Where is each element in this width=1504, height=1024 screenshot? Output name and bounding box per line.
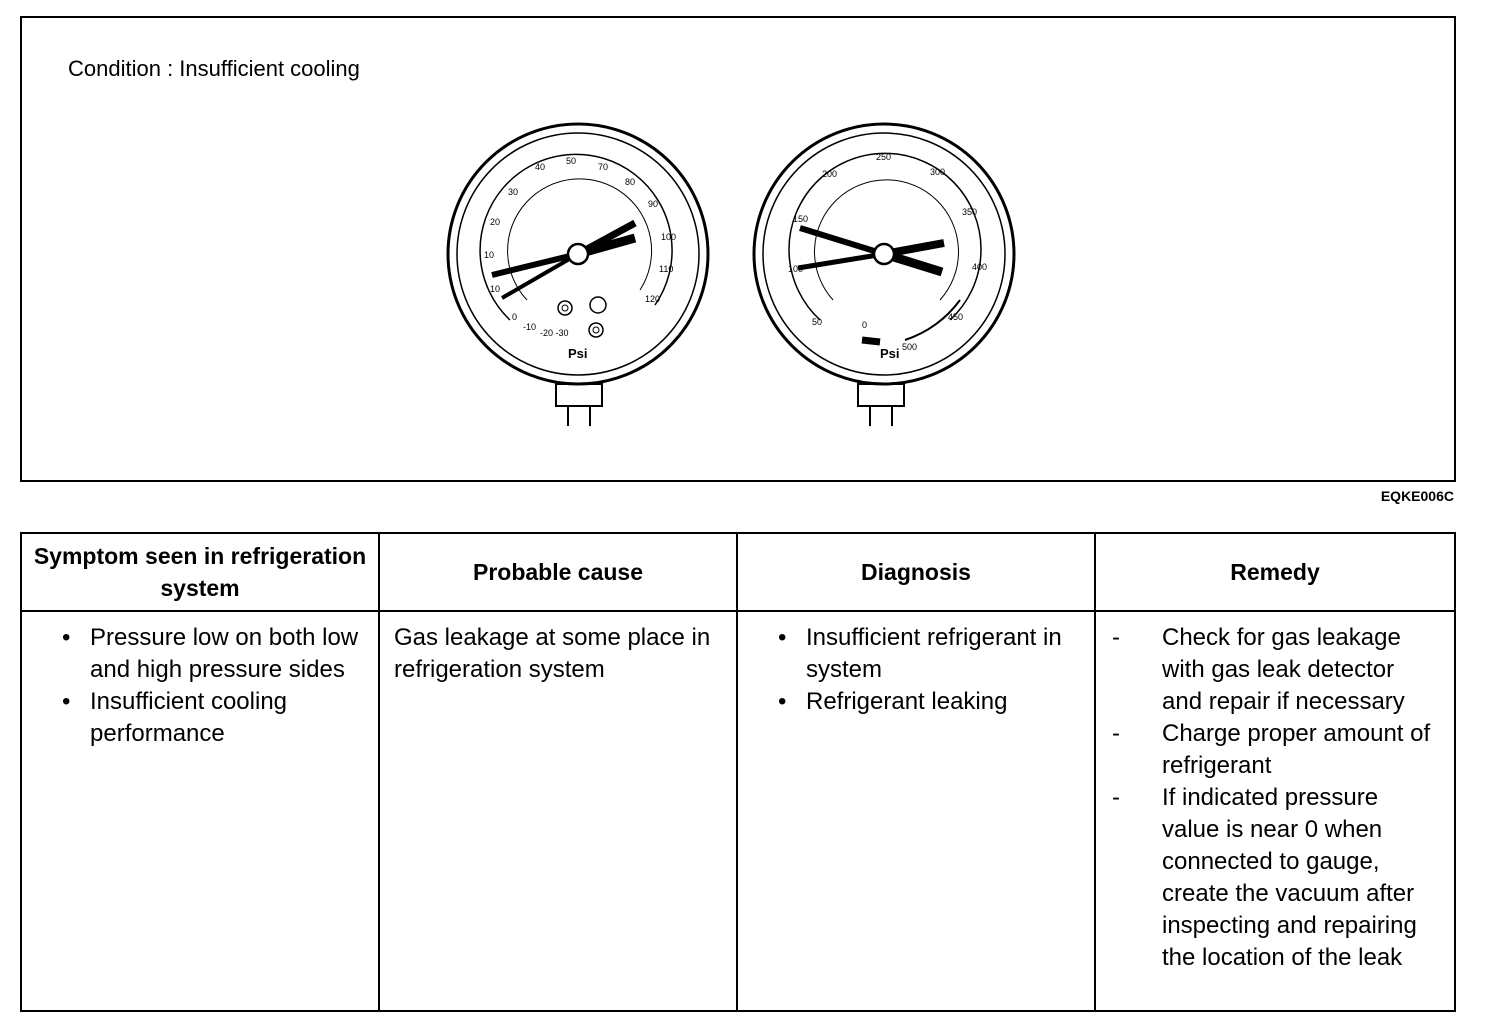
table-header-row <box>21 533 1455 611</box>
svg-text:400: 400 <box>972 262 988 272</box>
cause-cell <box>379 611 737 1011</box>
svg-text:-10: -10 <box>523 322 537 332</box>
svg-text:450: 450 <box>948 312 964 322</box>
header-remedy: Remedy <box>1095 533 1455 611</box>
diagnosis-table <box>20 532 1456 1012</box>
list-item: • Insufficient refrigerant in system <box>752 622 1080 686</box>
svg-text:100: 100 <box>661 232 677 242</box>
svg-text:70: 70 <box>598 162 609 172</box>
svg-text:150: 150 <box>793 214 809 224</box>
svg-text:10: 10 <box>490 284 501 294</box>
symptom-cell <box>21 611 379 1011</box>
list-item: • Insufficient cooling performance <box>36 686 364 750</box>
svg-text:250: 250 <box>876 152 892 162</box>
low-pressure-gauge <box>448 124 708 426</box>
svg-text:100: 100 <box>788 264 804 274</box>
condition-label: Condition : Insufficient cooling <box>68 56 360 81</box>
svg-text:50: 50 <box>812 317 823 327</box>
svg-text:30: 30 <box>508 187 519 197</box>
svg-text:10: 10 <box>484 250 495 260</box>
svg-text:500: 500 <box>902 342 918 352</box>
svg-text:350: 350 <box>962 207 978 217</box>
svg-text:90: 90 <box>648 199 659 209</box>
high-gauge-unit: Psi <box>880 346 900 361</box>
gauges-illustration <box>0 0 1504 500</box>
remedy-cell <box>1095 611 1455 1011</box>
header-symptom: Symptom seen in refrigeration system <box>21 533 379 611</box>
svg-text:300: 300 <box>930 167 946 177</box>
list-item: - If indicated pressure value is near 0 when connected to gauge, create the vacuum after inspecting and repairing the location of the leak <box>1110 782 1440 974</box>
svg-text:0: 0 <box>862 320 868 330</box>
low-gauge-unit: Psi <box>568 346 588 361</box>
list-item: - Charge proper amount of refrigerant <box>1110 718 1440 782</box>
cause-text: Gas leakage at some place in refrigeration system <box>394 624 711 683</box>
table-row <box>21 611 1455 1011</box>
svg-text:120: 120 <box>645 294 661 304</box>
svg-text:200: 200 <box>822 169 838 179</box>
svg-text:80: 80 <box>625 177 636 187</box>
list-item: - Check for gas leakage with gas leak detector and repair if necessary <box>1110 622 1440 718</box>
list-item: • Pressure low on both low and high pressure sides <box>36 622 364 686</box>
svg-text:110: 110 <box>659 264 674 274</box>
header-cause: Probable cause <box>379 533 737 611</box>
high-pressure-gauge <box>754 124 1014 426</box>
list-item: • Refrigerant leaking <box>752 686 1080 718</box>
svg-text:-20 -30: -20 -30 <box>540 328 569 338</box>
figure-code: EQKE006C <box>1380 488 1454 504</box>
svg-text:20: 20 <box>490 217 501 227</box>
svg-text:0: 0 <box>512 312 518 322</box>
header-diagnosis: Diagnosis <box>737 533 1095 611</box>
svg-text:50: 50 <box>566 156 577 166</box>
diagnosis-cell <box>737 611 1095 1011</box>
svg-text:40: 40 <box>535 162 546 172</box>
